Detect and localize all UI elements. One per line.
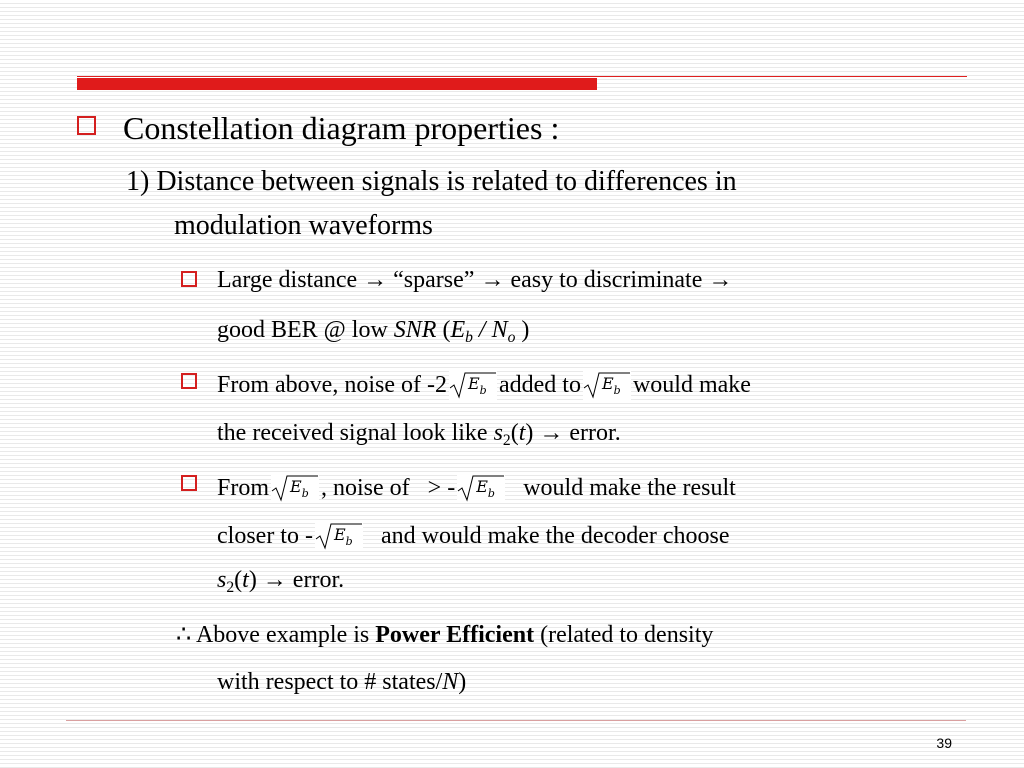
- sqrt-eb-formula: $E_b$: [583, 370, 631, 400]
- sqrt-eb-formula: $E_b$: [315, 521, 363, 551]
- square-bullet-icon: [181, 271, 197, 287]
- square-bullet-icon: [181, 373, 197, 389]
- bullet-1-line-2: good BER @ low SNR ($E_b / N_o$ ): [217, 317, 530, 346]
- title-rule-thin: [77, 76, 967, 77]
- sqrt-eb-formula: $E_b$: [457, 473, 505, 503]
- bullet-3-line-1: From $E_b$ , noise of > - $E_b$ would make the result: [217, 475, 736, 501]
- bullet-2-line-2: the received signal look like $s_2(t)$ → error.: [217, 420, 621, 449]
- bullet-3-line-3: $s_2(t)$ → error.: [217, 567, 345, 596]
- bullet-3-line-2: closer to - $E_b$ and would make the decoder choose: [217, 523, 730, 549]
- bullet-1-line-1: Large distance → “sparse” → easy to discriminate →: [217, 267, 733, 293]
- title-rule-thick: [77, 78, 597, 90]
- heading: Constellation diagram properties :: [123, 110, 560, 146]
- point-1-line-1: 1) Distance between signals is related to differences in: [126, 166, 737, 197]
- sqrt-eb-formula: $E_b$: [271, 473, 319, 503]
- page-number: 39: [936, 735, 952, 751]
- square-bullet-icon: [77, 116, 96, 135]
- square-bullet-icon: [181, 475, 197, 491]
- bullet-2-line-1: From above, noise of -2 $E_b$ added to $E_b$ would make: [217, 372, 751, 398]
- conclusion-line-1: ∴ Above example is Power Efficient (related to density: [176, 622, 714, 648]
- conclusion-line-2: with respect to # states/N): [217, 669, 467, 695]
- footer-rule: [66, 720, 966, 721]
- therefore-symbol: ∴: [176, 622, 192, 648]
- point-1-line-2: modulation waveforms: [174, 210, 433, 241]
- sqrt-eb-formula: $E_b$: [449, 370, 497, 400]
